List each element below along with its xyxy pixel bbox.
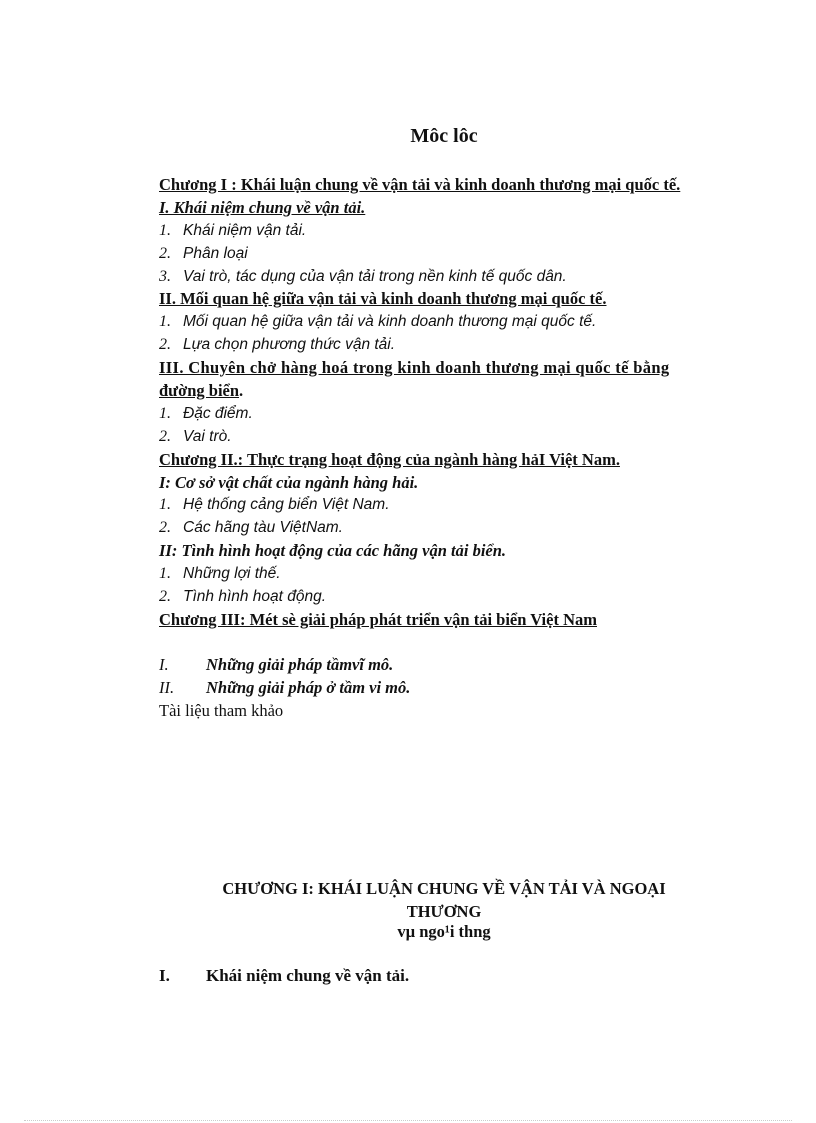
item-text: Hệ thống cảng biển Việt Nam. [183,496,390,514]
toc-ch1-section-3-title-line1: III. Chuyên chở hàng hoá trong kinh doanh thương mại quốc tế bằng [159,358,670,378]
item-text: Tình hình hoạt động. [183,588,327,606]
toc-chapter-3-heading: Chương III: Mét sè giải pháp phát triển vận tải biển Việt Nam [159,609,597,629]
toc-list-item [159,311,741,334]
item-number: I. [159,654,169,674]
item-text: Lựa chọn phương thức vận tải. [183,336,396,354]
page-bottom-divider [24,1120,792,1121]
spacer [159,632,741,654]
item-number: 3. [159,267,171,285]
section-title: Khái niệm chung về vận tải. [206,966,410,985]
item-number: 2. [159,244,171,262]
toc-list-item [159,266,741,289]
toc-chapter-2-heading: Chương II.: Thực trạng hoạt động của ngành hàng hảI Việt Nam. [159,449,620,469]
toc-ch2-section-1-title: I: Cơ sở vật chất của ngành hàng hải. [159,472,419,492]
item-text: Vai trò. [183,427,232,445]
item-text: Khái niệm vận tải. [183,221,307,239]
chapter-1-title-line1: CHƯƠNG I: KHÁI LUẬN CHUNG VỀ VẬN TẢI VÀ NGOẠI [222,879,666,898]
section-3-title-end: đường biển [159,381,240,401]
chapter-1-title [0,877,816,923]
toc-list-item [159,494,741,517]
toc-chapter-1-heading: Chương I : Khái luận chung về vận tải và kinh doanh thương mại quốc tế. [159,175,681,194]
toc-list-item [159,243,741,266]
toc-list-item [159,517,741,540]
item-number: II. [159,677,175,697]
chapter-1-section-1-heading [159,966,409,986]
item-number: 2. [159,427,171,445]
item-text: Những giải pháp ở tầm vi mô. [206,677,411,697]
item-number: 2. [159,336,171,354]
toc-list-item [159,677,741,700]
chapter-1-title-line2: THƯƠNG [406,902,482,921]
item-number: 1. [159,565,171,583]
toc-list-item [159,654,741,677]
toc-list-item [159,334,741,357]
item-number: 2. [159,588,171,606]
toc-ch1-section-1-title: I. Khái niệm chung về vận tải. [159,197,366,217]
toc-ch2-section-2-title: II: Tình hình hoạt động của các hãng vận tải biển. [159,541,507,561]
item-text: Phân loại [183,244,248,262]
toc-list-item [159,586,741,609]
toc-list-item [159,403,741,426]
item-number: 1. [159,496,171,514]
chapter-1-subtitle: vµ ngo¹i thng [397,922,491,941]
toc-ch1-section-3-title-line2 [159,380,741,403]
toc-list-item [159,563,741,586]
section-3-period: . [239,381,244,401]
item-text: Vai trò, tác dụng của vận tải trong nền kinh tế quốc dân. [183,267,567,285]
toc-list-item [159,220,741,243]
toc-references: Tài liệu tham khảo [159,700,284,720]
section-number: I. [159,966,170,985]
table-of-contents [159,174,741,722]
item-text: Mối quan hệ giữa vận tải và kinh doanh thương mại quốc tế. [183,313,597,331]
item-number: 1. [159,221,171,239]
item-number: 1. [159,313,171,331]
item-number: 1. [159,404,171,422]
toc-list-item [159,426,741,449]
item-text: Những lợi thế. [183,565,281,583]
toc-title: Môc lôc [410,125,478,147]
toc-ch1-section-2-title: II. Mối quan hệ giữa vận tải và kinh doanh thương mại quốc tế. [159,289,607,309]
item-number: 2. [159,519,171,537]
item-text: Đặc điểm. [183,404,253,422]
item-text: Những giải pháp tầmvĩ mô. [206,654,394,674]
item-text: Các hãng tàu ViệtNam. [183,519,343,537]
